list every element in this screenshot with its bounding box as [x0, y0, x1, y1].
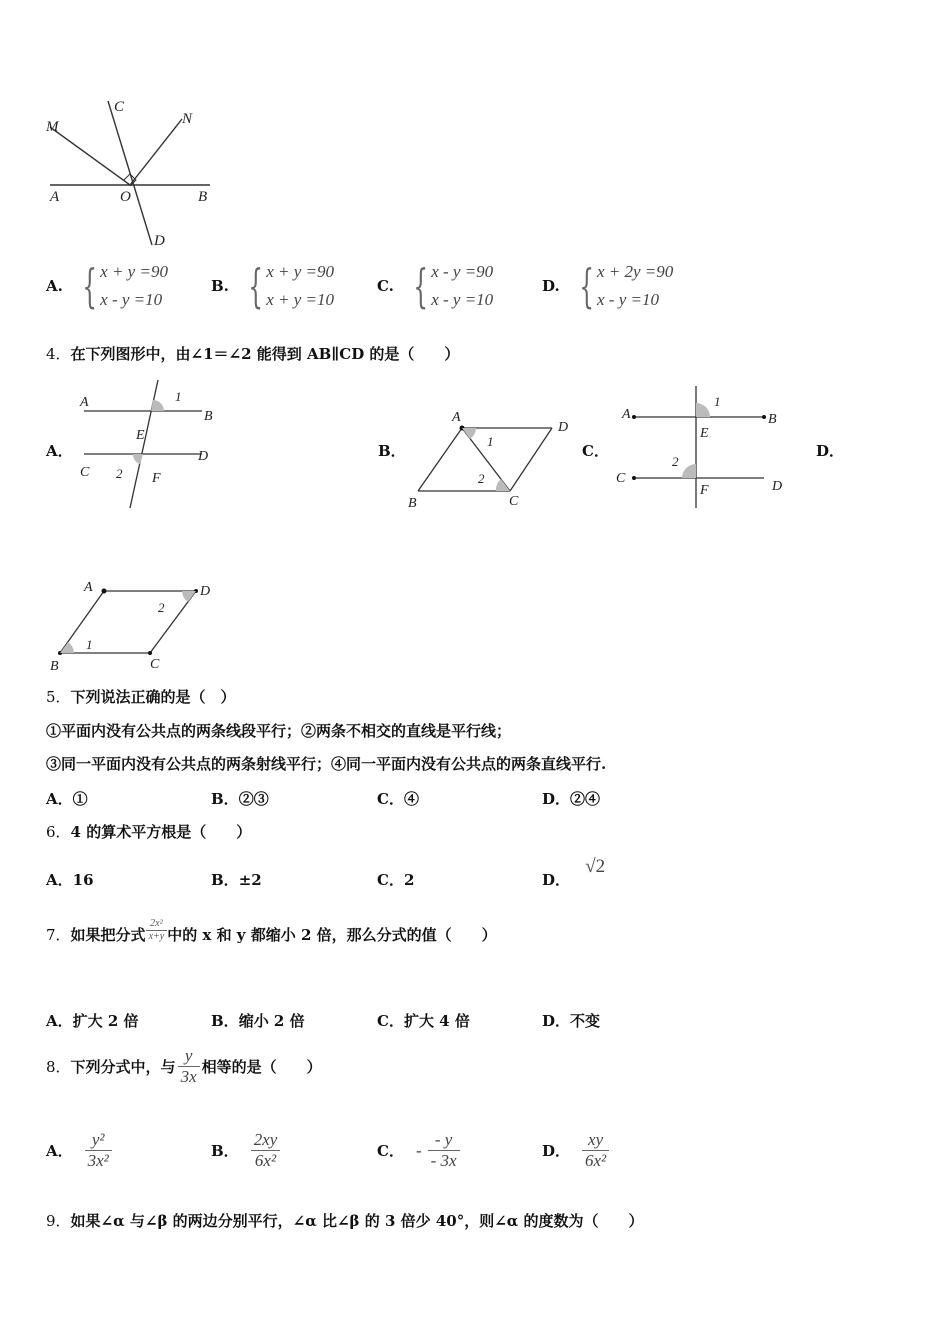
q4-option-d[interactable]	[816, 442, 844, 460]
q8-option-d[interactable]	[542, 1130, 609, 1171]
option-text: 不变	[570, 1012, 601, 1030]
label-A: A	[50, 189, 60, 205]
figure-q4-b	[400, 405, 580, 515]
option-text: ①	[72, 790, 88, 808]
q8-option-c[interactable]	[377, 1130, 460, 1171]
fraction-numerator: - y	[434, 1130, 453, 1149]
q3a-eq2: x - y =10	[100, 290, 163, 309]
option-letter: B．	[211, 871, 239, 889]
question-text: 下列说法正确的是（ ）	[70, 688, 236, 706]
q3-option-b[interactable]: B. { x + y =90 x + y =10	[211, 259, 334, 313]
option-letter: D．	[542, 871, 571, 889]
option-text: 扩大 2 倍	[72, 1012, 139, 1030]
question-5	[46, 688, 236, 706]
option-letter: C．	[377, 790, 404, 808]
option-letter: B．	[211, 1141, 239, 1160]
q5-option-a[interactable]	[46, 790, 88, 808]
question-number: 4．	[46, 345, 71, 363]
option-letter: A．	[46, 1141, 73, 1160]
option-letter: A．	[46, 1012, 73, 1030]
q5-option-c[interactable]	[377, 790, 419, 808]
label-1: 1	[714, 394, 721, 409]
option-letter: D.	[542, 277, 560, 295]
question-8	[46, 1046, 322, 1087]
label-A: A	[622, 407, 631, 422]
label-C: C	[114, 99, 125, 115]
q3a-eq1: x + y =90	[100, 262, 168, 281]
question-6	[46, 823, 251, 841]
label-D: D	[198, 449, 209, 464]
label-N: N	[182, 111, 193, 127]
question-number: 7．	[46, 926, 71, 944]
option-letter: B．	[211, 1012, 239, 1030]
question-text-before: 下列分式中，与	[70, 1057, 176, 1076]
q7-option-c[interactable]	[377, 1012, 470, 1030]
option-text: ②④	[570, 790, 601, 808]
label-B: B	[408, 496, 417, 511]
q6-option-d[interactable]	[542, 858, 605, 889]
option-letter: C．	[377, 1141, 404, 1160]
option-letter: B．	[378, 442, 406, 460]
label-A: A	[452, 410, 461, 425]
option-text: 2	[403, 871, 415, 889]
fraction-denominator: 3x²	[87, 1151, 109, 1170]
question-number: 6．	[46, 823, 71, 841]
label-D: D	[772, 479, 783, 494]
option-text: 缩小 2 倍	[238, 1012, 305, 1030]
question-text: 4 的算术平方根是（ ）	[70, 823, 252, 841]
q4-option-c[interactable]	[582, 442, 609, 460]
question-text-after: 中的 x 和 y 都缩小 2 倍，那么分式的值（ ）	[167, 926, 497, 944]
question-9	[46, 1212, 644, 1230]
option-letter: C．	[582, 442, 609, 460]
figure-q4-d	[46, 575, 226, 675]
label-1: 1	[175, 389, 182, 404]
option-letter: B．	[211, 790, 239, 808]
q5-option-b[interactable]	[211, 790, 269, 808]
label-F: F	[152, 471, 161, 486]
q3d-eq2: x - y =10	[596, 290, 659, 309]
label-D: D	[200, 584, 211, 599]
angle-figure-q3	[40, 95, 220, 255]
fraction-denominator: 6x²	[585, 1151, 607, 1170]
q7-option-d[interactable]	[542, 1012, 600, 1030]
figure-q4-c	[612, 382, 802, 512]
option-text: 扩大 4 倍	[403, 1012, 470, 1030]
fraction-denominator: 3x	[180, 1067, 197, 1086]
label-B: B	[204, 409, 213, 424]
question-number: 5．	[46, 688, 71, 706]
question-number: 8．	[46, 1057, 71, 1076]
q3-option-c[interactable]: C. { x - y =90 x - y =10	[377, 259, 494, 313]
option-text: ④	[403, 790, 419, 808]
label-C: C	[80, 465, 90, 480]
label-E: E	[700, 426, 709, 441]
q8-option-a[interactable]	[46, 1130, 112, 1171]
q8-option-b[interactable]	[211, 1130, 280, 1171]
label-A: A	[80, 395, 89, 410]
question-7	[46, 917, 497, 944]
option-letter: C．	[377, 1012, 404, 1030]
q3b-eq1: x + y =90	[266, 262, 334, 281]
q5-statement-line-1: ①平面内没有公共点的两条线段平行；②两条不相交的直线是平行线；	[46, 722, 512, 740]
q7-option-a[interactable]	[46, 1012, 139, 1030]
option-letter: A.	[46, 277, 63, 295]
fraction-numerator: y²	[91, 1130, 105, 1149]
label-B: B	[198, 189, 208, 205]
option-letter: D．	[542, 790, 571, 808]
option-letter: D．	[542, 1141, 571, 1160]
fraction-numerator: 2xy	[253, 1130, 278, 1149]
label-1: 1	[487, 434, 494, 449]
label-D: D	[154, 233, 165, 249]
label-C: C	[509, 494, 519, 509]
q7-option-b[interactable]	[211, 1012, 305, 1030]
fraction-y-over-3x	[178, 1046, 200, 1087]
question-text-before: 如果把分式	[70, 926, 146, 944]
fraction-denominator: 6x²	[254, 1151, 277, 1170]
label-F: F	[700, 483, 709, 498]
question-text: 如果∠α 与∠β 的两边分别平行，∠α 比∠β 的 3 倍少 40°，则∠α 的度数为（ ）	[70, 1212, 644, 1230]
fraction-numerator: 2x²	[150, 917, 163, 929]
option-letter: C．	[377, 871, 404, 889]
fraction-denominator: x+y	[148, 930, 165, 942]
option-text: ±2	[238, 871, 262, 889]
label-2: 2	[158, 600, 165, 615]
question-4	[46, 345, 459, 363]
q3c-eq2: x - y =10	[431, 290, 494, 309]
option-letter: A．	[46, 442, 73, 460]
question-text: 在下列图形中，由∠1＝∠2 能得到 AB∥CD 的是（ ）	[70, 345, 460, 363]
fraction-numerator: y	[184, 1046, 193, 1065]
question-number: 9．	[46, 1212, 71, 1230]
label-2: 2	[672, 454, 679, 469]
fraction-option-c	[428, 1130, 460, 1171]
label-A: A	[84, 580, 93, 595]
q4-option-a[interactable]	[46, 442, 73, 460]
option-letter: D．	[542, 1012, 571, 1030]
fraction-option-b	[251, 1130, 281, 1171]
option-text: 16	[72, 871, 94, 889]
q6-option-b[interactable]	[211, 871, 262, 889]
fraction-2x2-over-x-plus-y	[146, 918, 168, 943]
label-M: M	[46, 119, 59, 135]
label-O: O	[120, 189, 131, 205]
label-B: B	[50, 659, 59, 674]
option-letter: D．	[816, 442, 845, 460]
sqrt-two: √2	[585, 856, 606, 877]
label-1: 1	[86, 637, 93, 652]
fraction-denominator: - 3x	[430, 1151, 457, 1170]
option-letter: C.	[377, 277, 394, 295]
question-text-after: 相等的是（ ）	[201, 1057, 322, 1076]
label-2: 2	[116, 466, 123, 481]
q6-option-c[interactable]	[377, 871, 414, 889]
fraction-option-d	[582, 1130, 609, 1171]
label-2: 2	[478, 471, 485, 486]
fraction-option-a	[85, 1130, 112, 1171]
label-E: E	[136, 428, 145, 443]
q3d-eq1: x + 2y =90	[596, 262, 674, 281]
option-text: ②③	[238, 790, 269, 808]
q3-option-a[interactable]: A. { x + y =90 x - y =10	[46, 259, 168, 313]
label-B: B	[768, 412, 777, 427]
q3b-eq2: x + y =10	[266, 290, 334, 309]
q3c-eq1: x - y =90	[431, 262, 494, 281]
q3-option-d[interactable]: D. { x + 2y =90 x - y =10	[542, 259, 674, 313]
fraction-numerator: xy	[588, 1130, 604, 1149]
label-D: D	[558, 420, 569, 435]
option-letter: A．	[46, 790, 73, 808]
option-letter: A．	[46, 871, 73, 889]
label-C: C	[150, 657, 160, 672]
figure-q4-a	[72, 378, 222, 513]
negative-sign: -	[415, 1140, 422, 1160]
label-C: C	[616, 471, 626, 486]
q5-option-d[interactable]	[542, 790, 600, 808]
q5-statement-line-2: ③同一平面内没有公共点的两条射线平行；④同一平面内没有公共点的两条直线平行.	[46, 755, 607, 773]
q6-option-a[interactable]	[46, 871, 94, 889]
option-letter: B.	[211, 277, 229, 295]
